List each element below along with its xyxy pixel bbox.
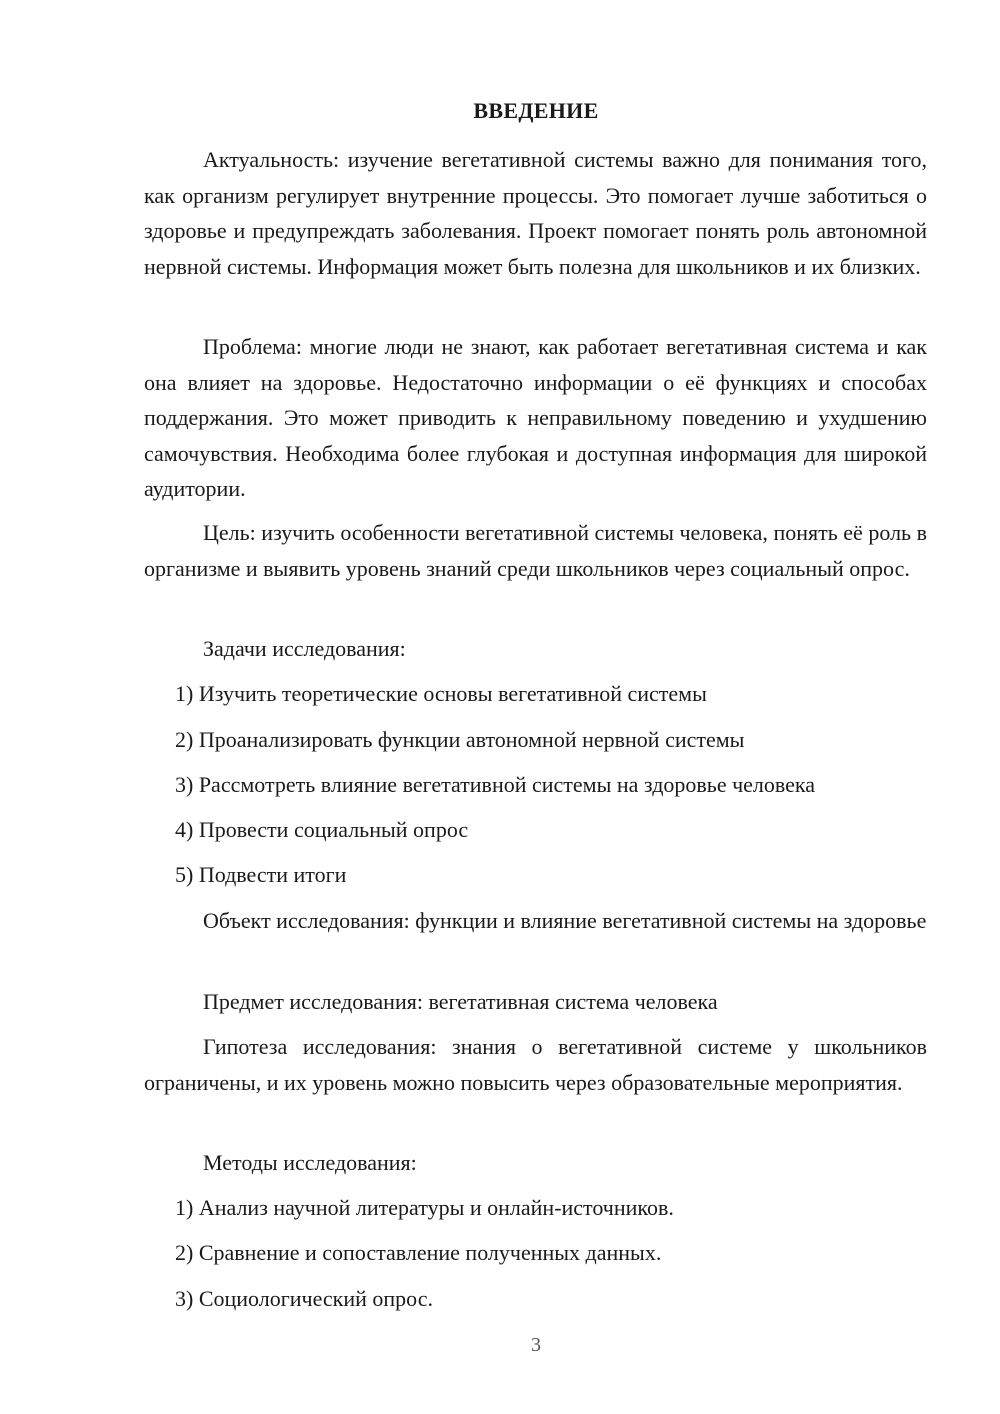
page-number: 3 <box>531 1334 541 1356</box>
page-title: ВВЕДЕНИЕ <box>473 98 599 123</box>
methods-heading: Методы исследования: <box>203 1150 417 1175</box>
task-item: 4) Провести социальный опрос <box>175 817 469 842</box>
method-item: 1) Анализ научной литературы и онлайн-источников. <box>175 1195 674 1220</box>
task-item: 3) Рассмотреть влияние вегетативной системы на здоровье человека <box>175 772 816 797</box>
task-item: 1) Изучить теоретические основы вегетативной системы <box>175 681 707 706</box>
problem-paragraph: Проблема: многие люди не знают, как работает вегетативная система и как она влияет на здоровье. Недостаточно информации о её функциях и способах поддержания. Это может приводить к неправильному поведению и ухудшению самочувствия. Необходима более глубокая и доступная информация для широкой аудитории. <box>144 334 927 501</box>
tasks-heading: Задачи исследования: <box>203 636 406 661</box>
task-item: 5) Подвести итоги <box>175 862 347 887</box>
relevance-paragraph: Актуальность: изучение вегетативной системы важно для понимания того, как организм регулирует внутренние процессы. Это помогает лучше заботиться о здоровье и предупреждать заболевания. Проект помогает понять роль автономной нервной системы. Информация может быть полезна для школьников и их близких. <box>144 147 927 279</box>
task-item: 2) Проанализировать функции автономной нервной системы <box>175 727 745 752</box>
subject-line: Предмет исследования: вегетативная система человека <box>203 989 718 1014</box>
object-paragraph: Объект исследования: функции и влияние вегетативной системы на здоровье <box>203 908 927 933</box>
hypothesis-paragraph: Гипотеза исследования: знания о вегетативной системе у школьников ограничены, и их уровень можно повысить через образовательные мероприятия. <box>144 1034 927 1095</box>
method-item: 2) Сравнение и сопоставление полученных данных. <box>175 1240 662 1265</box>
goal-paragraph: Цель: изучить особенности вегетативной системы человека, понять её роль в организме и выявить уровень знаний среди школьников через социальный опрос. <box>144 520 927 581</box>
method-item: 3) Социологический опрос. <box>175 1286 433 1311</box>
